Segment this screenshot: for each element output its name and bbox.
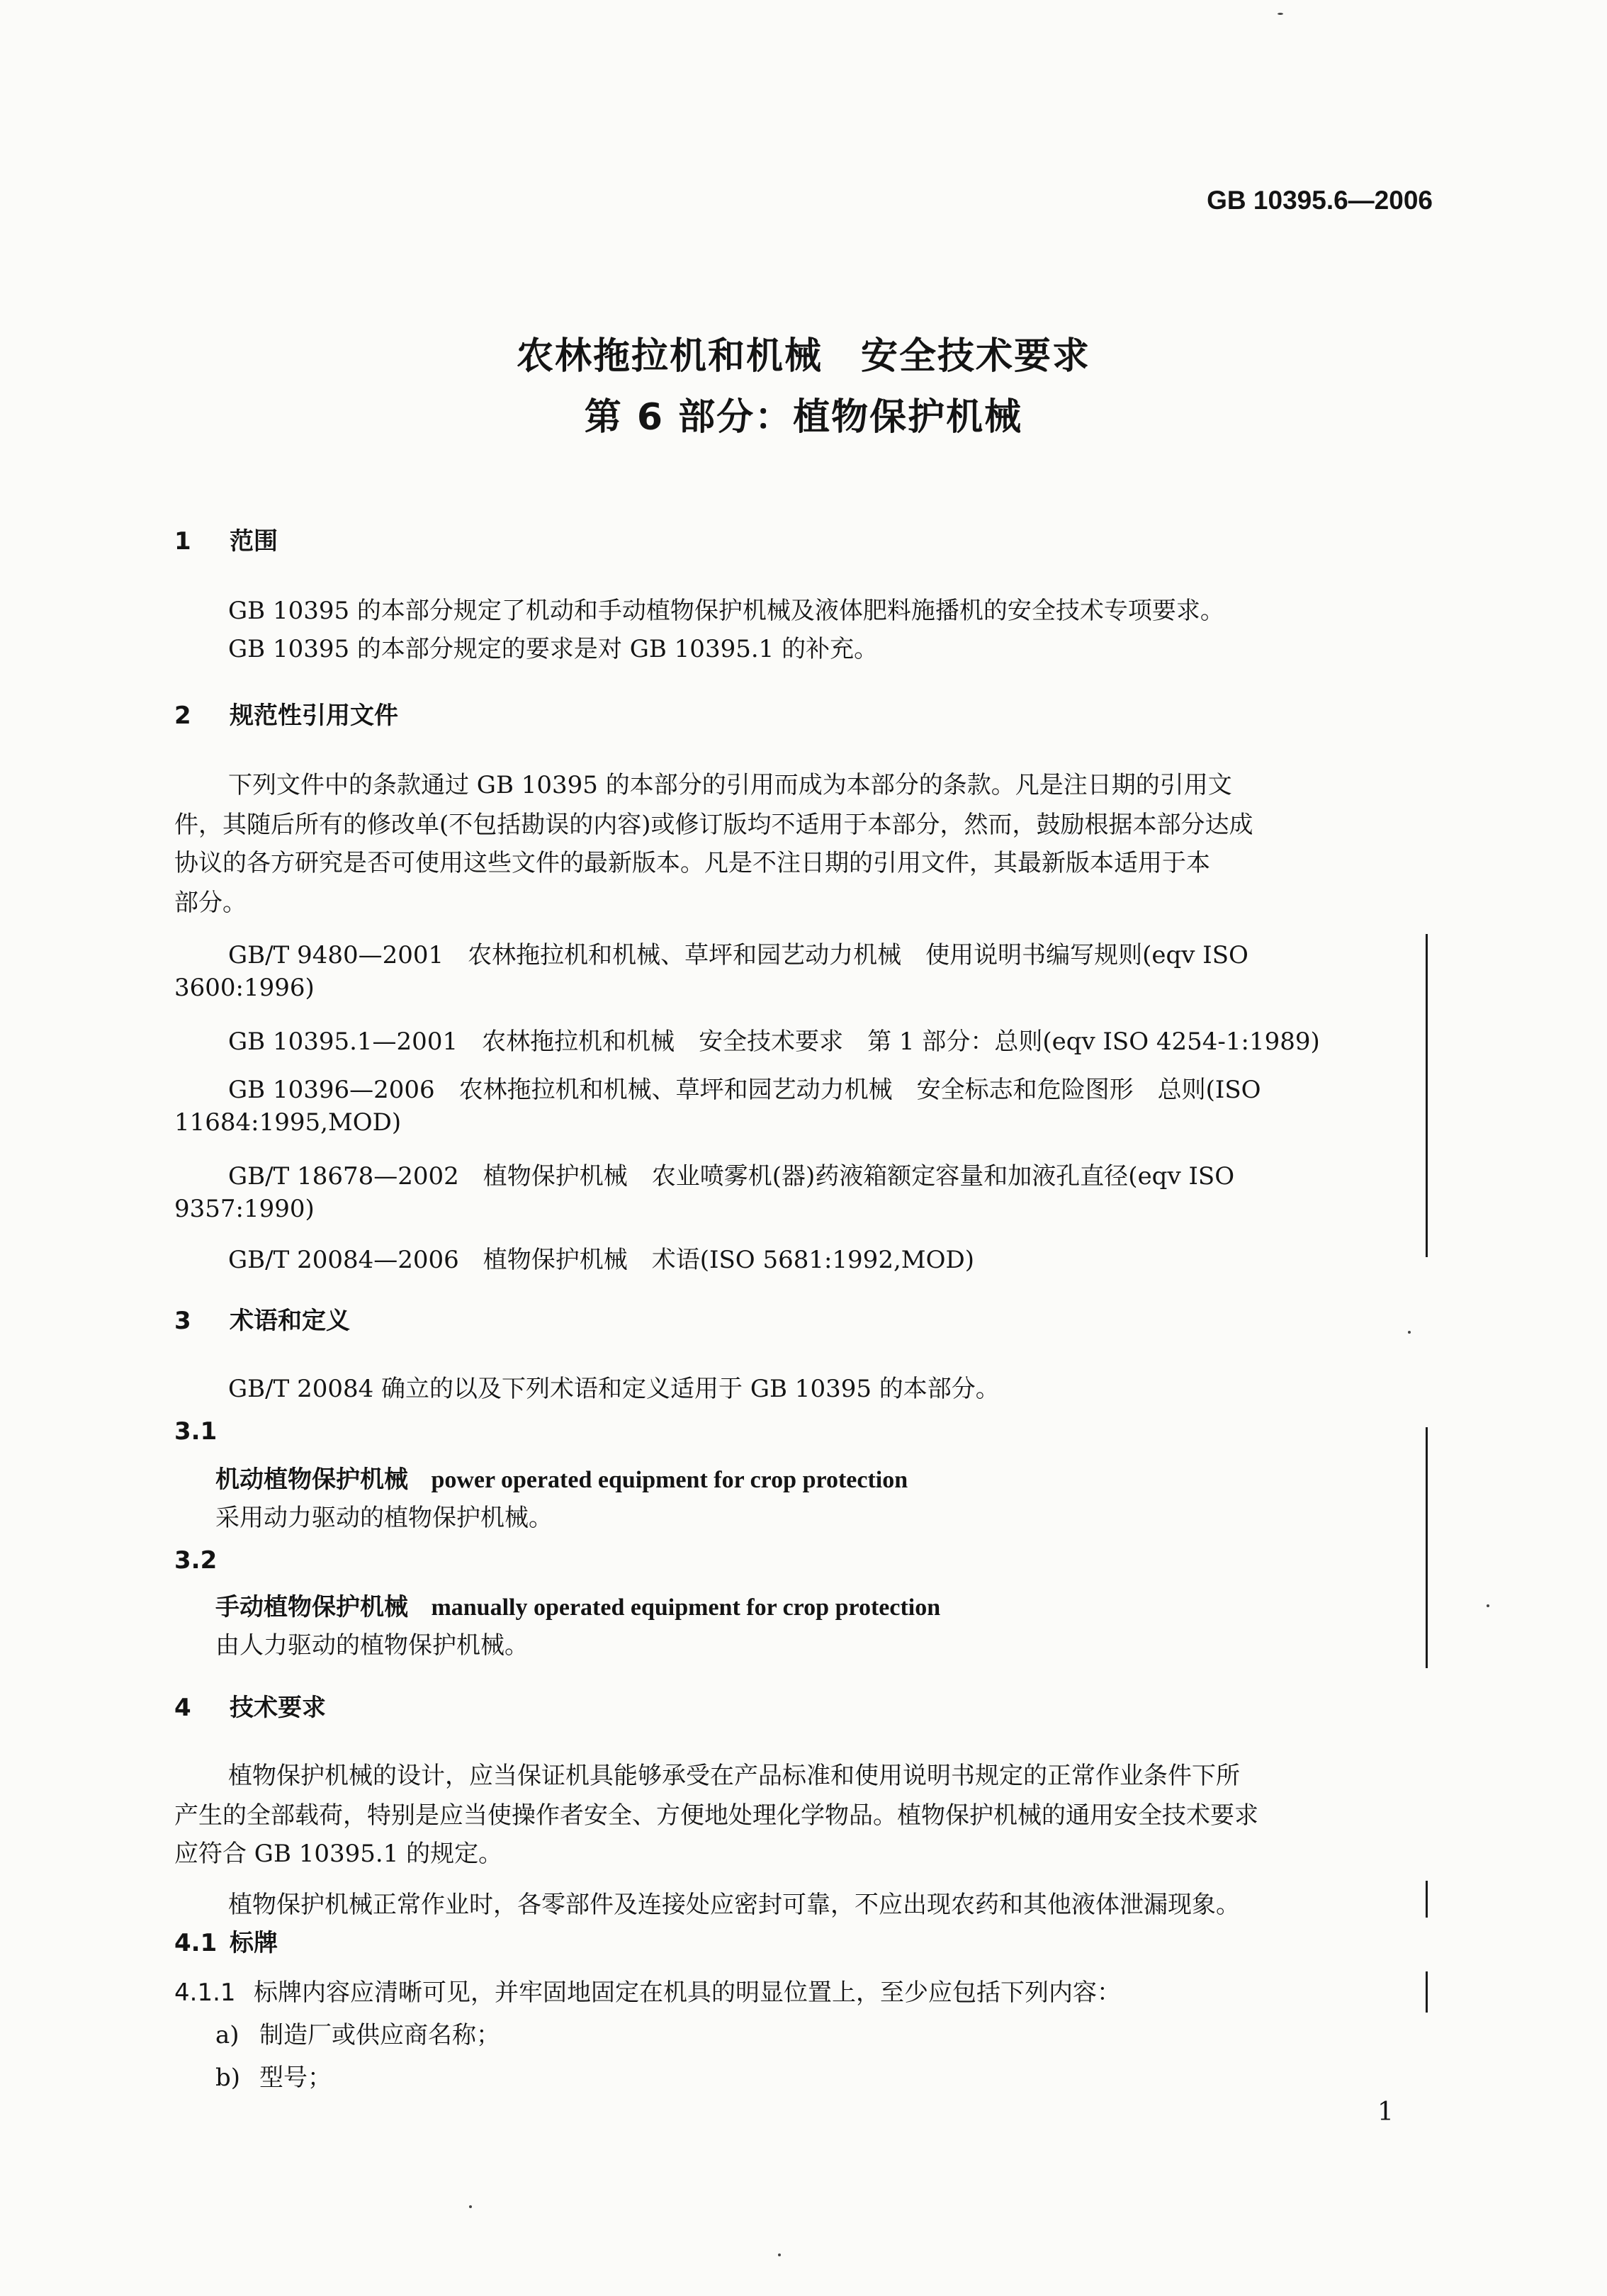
section-number: 4: [174, 1694, 191, 1722]
section-title: 术语和定义: [230, 1307, 350, 1335]
section-4-paragraph-1-line-1: 植物保护机械的设计，应当保证机具能够承受在产品标准和使用说明书规定的正常作业条件下所: [228, 1762, 1240, 1790]
term-english: power operated equipment for crop protection: [431, 1467, 908, 1493]
reference-item: GB/T 20084—2006 植物保护机械 术语(ISO 5681:1992,MOD): [228, 1246, 974, 1274]
subsection-4-1-heading: [174, 1923, 278, 1958]
scan-speck: [1278, 13, 1283, 15]
section-title: 规范性引用文件: [230, 702, 398, 730]
section-2-intro-line-3: 协议的各方研究是否可使用这些文件的最新版本。凡是不注日期的引用文件，其最新版本适用于本: [174, 849, 1210, 877]
scan-speck: [1408, 1331, 1411, 1334]
section-number: 2: [174, 702, 191, 730]
section-4-paragraph-1-line-3: 应符合 GB 10395.1 的规定。: [174, 1840, 503, 1868]
document-title-line1: 农林拖拉机和机械 安全技术要求: [516, 335, 1090, 378]
section-4-heading: [174, 1688, 326, 1723]
revision-bar: [1426, 934, 1428, 1257]
section-2-heading: [174, 696, 398, 731]
section-title: 范围: [230, 527, 278, 556]
term-3-1-number: 3.1: [174, 1417, 218, 1446]
section-1-paragraph-1: GB 10395 的本部分规定了机动和手动植物保护机械及液体肥料施播机的安全技术专项要求。: [228, 597, 1224, 625]
term-chinese: 机动植物保护机械: [215, 1465, 408, 1494]
reference-item-continuation: 3600:1996): [174, 974, 315, 1002]
clause-text: 标牌内容应清晰可见，并牢固地固定在机具的明显位置上，至少应包括下列内容：: [254, 1979, 1121, 2007]
subsection-title: 标牌: [230, 1929, 278, 1957]
reference-item-continuation: 11684:1995,MOD): [174, 1108, 402, 1137]
section-2-intro-line-1: 下列文件中的条款通过 GB 10395 的本部分的引用而成为本部分的条款。凡是注日期的引用文: [228, 771, 1232, 799]
term-3-1-definition: 采用动力驱动的植物保护机械。: [215, 1504, 553, 1532]
page-number: 1: [1377, 2098, 1394, 2127]
revision-bar: [1426, 1971, 1428, 2013]
section-3-heading: [174, 1301, 350, 1336]
scan-speck: [469, 2205, 472, 2208]
section-2-intro-line-2: 件，其随后所有的修改单(不包括勘误的内容)或修订版均不适用于本部分，然而，鼓励根据本部分达成: [174, 811, 1253, 839]
list-item-label: a): [215, 2021, 239, 2049]
scan-speck: [778, 2253, 781, 2256]
clause-number: 4.1.1: [174, 1979, 236, 2007]
section-1-paragraph-2: GB 10395 的本部分规定的要求是对 GB 10395.1 的补充。: [228, 635, 879, 663]
section-3-paragraph-1: GB/T 20084 确立的以及下列术语和定义适用于 GB 10395 的本部分。: [228, 1375, 1000, 1403]
reference-item: GB/T 9480—2001 农林拖拉机和机械、草坪和园艺动力机械 使用说明书编写规则(eqv ISO: [228, 941, 1248, 969]
section-1-heading: [174, 522, 278, 556]
term-3-2: [215, 1587, 940, 1622]
list-item-text: 型号；: [259, 2064, 332, 2092]
section-title: 技术要求: [230, 1694, 326, 1722]
subsection-number: 4.1: [174, 1929, 218, 1957]
revision-bar: [1426, 1881, 1428, 1918]
reference-item: GB 10396—2006 农林拖拉机和机械、草坪和园艺动力机械 安全标志和危险图形 总则(ISO: [228, 1076, 1261, 1104]
revision-bar: [1426, 1427, 1428, 1668]
reference-item: GB/T 18678—2002 植物保护机械 农业喷雾机(器)药液箱额定容量和加液孔直径(eqv ISO: [228, 1162, 1235, 1191]
term-3-2-number: 3.2: [174, 1546, 218, 1575]
list-item-text: 制造厂或供应商名称；: [259, 2021, 500, 2049]
list-item-a: [215, 2015, 500, 2050]
section-2-intro-line-4: 部分。: [174, 889, 247, 917]
scan-speck: [1487, 1604, 1489, 1607]
term-chinese: 手动植物保护机械: [215, 1593, 408, 1621]
document-title-line2: 第 6 部分：植物保护机械: [584, 396, 1023, 439]
section-number: 3: [174, 1307, 191, 1335]
section-4-paragraph-2: 植物保护机械正常作业时，各零部件及连接处应密封可靠，不应出现农药和其他液体泄漏现象。: [228, 1891, 1240, 1919]
term-english: manually operated equipment for crop protection: [431, 1594, 941, 1621]
list-item-b: [215, 2058, 332, 2093]
reference-item-continuation: 9357:1990): [174, 1195, 315, 1223]
reference-item: GB 10395.1—2001 农林拖拉机和机械 安全技术要求 第 1 部分：总则(eqv ISO 4254-1:1989): [228, 1028, 1320, 1056]
section-number: 1: [174, 527, 191, 556]
clause-4-1-1: [174, 1973, 1121, 2008]
list-item-label: b): [215, 2064, 241, 2092]
section-4-paragraph-1-line-2: 产生的全部载荷，特别是应当使操作者安全、方便地处理化学物品。植物保护机械的通用安全技术要求: [174, 1801, 1258, 1830]
term-3-2-definition: 由人力驱动的植物保护机械。: [215, 1631, 529, 1660]
standard-code: GB 10395.6—2006: [1207, 186, 1433, 215]
term-3-1: [215, 1460, 908, 1495]
